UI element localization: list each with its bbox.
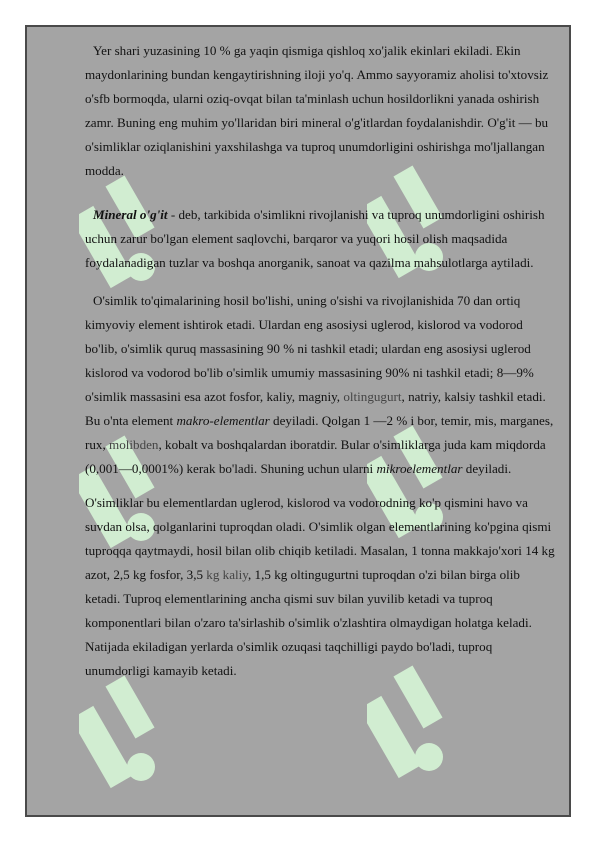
document-body [85, 39, 555, 683]
text-run: , 1,5 kg oltingugurtni tuproqdan o'zi bilan birga olib ketadi. Tuproq elementlarining ancha qismi suv bilan yuvilib ketadi va tuproq komponentlari bilan o'zaro ta'sirlashib o'simlik o'zlashtira olmaydigan holatga keladi. Natijada ekiladigan yerlarda o'simlik ozuqasi taqchilligi paydo bo'ladi, tuproq unumdorligi kamayib ketadi. [85, 567, 532, 678]
document-page [25, 25, 571, 817]
definition-text: - deb, tarkibida o'simlikni rivojlanishi va tuproq unumdorligini oshirish uchun zarur bo'lgan element saqlovchi, barqaror va yuqori hosil olish maqsadida foydalanadigan tuzlar va boshqa anorganik, sanoat va qazilma mahsulotlarga aytiladi. [85, 207, 545, 270]
paragraph-elements [85, 289, 555, 481]
text-run: kg kaliy [206, 567, 248, 582]
text-run: , kobalt va boshqalardan iboratdir. Bular o'simliklarga juda kam miqdorda (0,001—0,0001%) kerak bo'ladi. Shuning uchun ularni [85, 437, 546, 476]
italic-term: makro-elementlar [176, 413, 270, 428]
definition-term: Mineral o'g'it [93, 207, 168, 222]
italic-term: mikroelementlar [376, 461, 463, 476]
text-run: O'simliklar bu elementlardan uglerod, kislorod va vodorodning ko'p qismini havo va suvdan olsa, qolganlarini tuproqdan oladi. O'simlik olgan elementlarining ko'pgina qismi tuproqqa qaytmaydi, hosil bilan olib chiqib ketiladi. Masalan, 1 tonna makkajo'xori 14 kg azot, 2,5 kg fosfor, 3,5 [85, 495, 555, 582]
text-run: oltingugurt [343, 389, 402, 404]
text-run: O'simlik to'qimalarining hosil bo'lishi, uning o'sishi va rivojlanishida 70 dan ortiq kimyoviy element ishtirok etadi. Ulardan eng asosiysi uglerod, kislorod va vodorod bo'lib, o'simlik quruq massasining 90 % ni tashkil etadi; ulardan eng asosiysi uglerod kislorod va vodorod bo'lib o'simlik umumiy massasining 90% ni tashkil etadi; 8—9% o'simlik massasini esa azot fosfor, kaliy, magniy, [85, 293, 534, 404]
text-run: , natriy, kalsiy tashkil etadi. Bu o'nta element [85, 389, 546, 428]
text-run: molibden [109, 437, 159, 452]
paragraph-definition [85, 203, 555, 275]
paragraph-soil [85, 491, 555, 683]
paragraph-intro: Yer shari yuzasining 10 % ga yaqin qismiga qishloq xo'jalik ekinlari ekiladi. Ekin maydonlarining bundan kengaytirishning iloji yo'q. Ammo sayyoramiz aholisi to'xtovsiz o'sfb bormoqda, ularni oziq-ovqat bilan ta'minlash uchun hosildorlikni yanada oshirish zamr. Buning eng muhim yo'llaridan biri mineral o'g'itlardan foydalanishdir. O'g'it — bu o'simliklar oziqlanishini yaxshilashga va tuproq unumdorligini oshirishga mo'ljallangan modda. [85, 43, 549, 178]
watermark-logo-icon [79, 667, 169, 807]
text-run: deyiladi. [462, 461, 512, 476]
text-run: deyiladi. Qolgan 1 —2 % i bor, temir, mis, marganes, rux, [85, 413, 554, 452]
